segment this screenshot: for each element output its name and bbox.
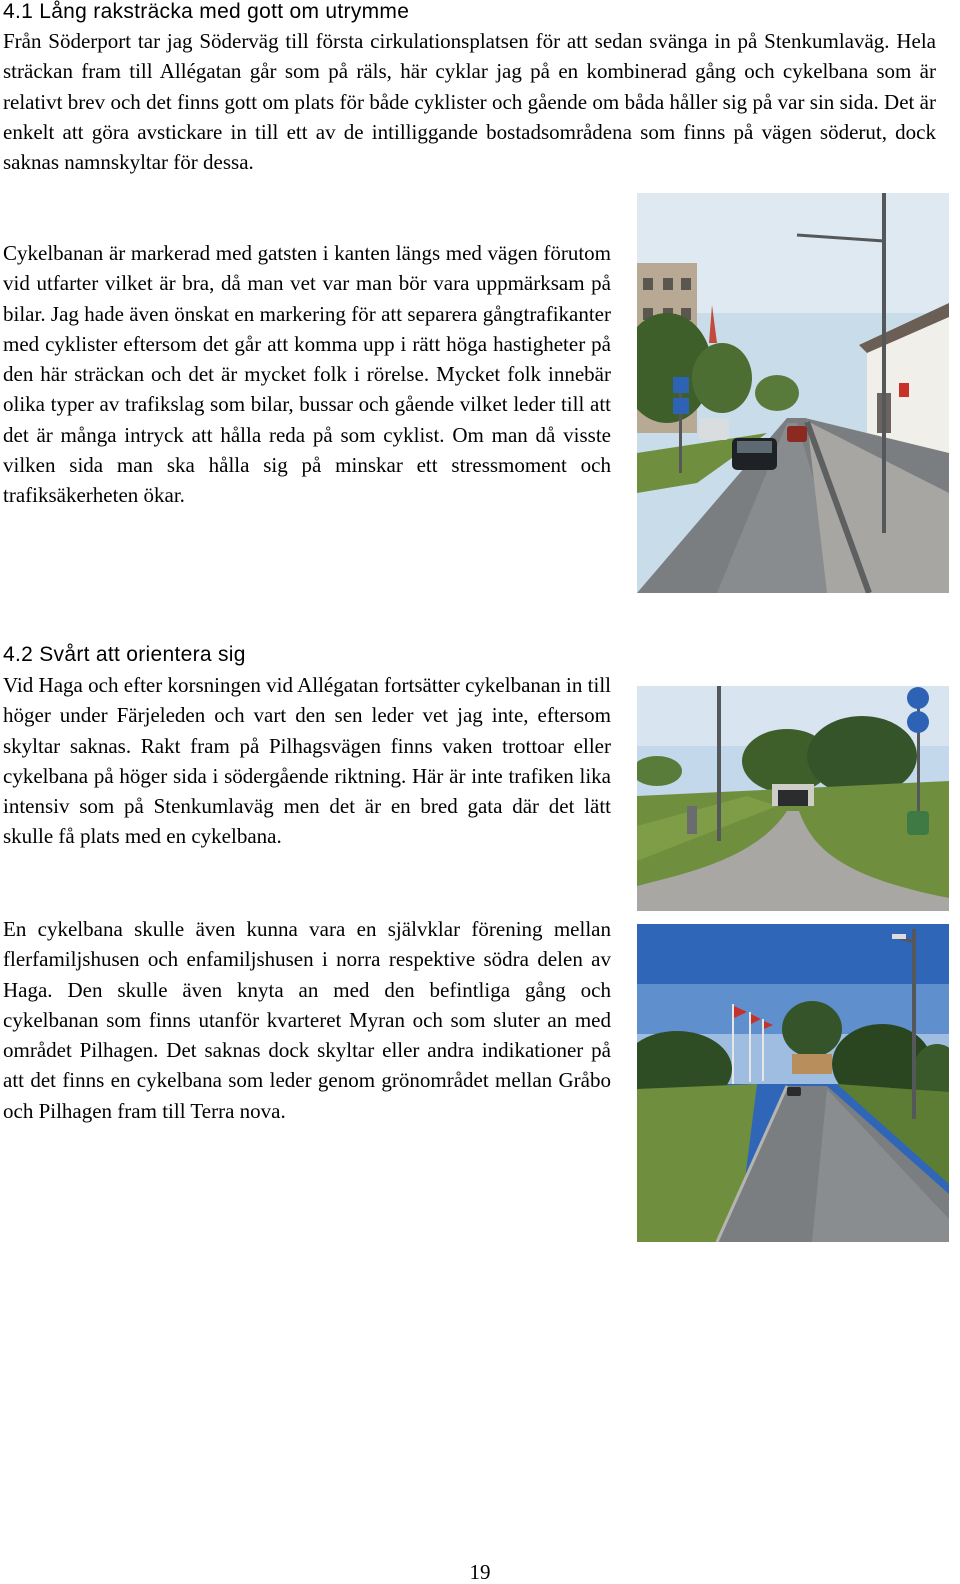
section-4-1-paragraph-2: Cykelbanan är markerad med gatsten i kanten längs med vägen förutom vid utfarter vilket är bra, då man vet var man bör vara uppmärksam på bilar. Jag hade även önskat en markering för att separera gångtrafikanter med cyklister eftersom det går att komma upp i rätt höga hastigheter på den här sträckan och det är mycket folk i rörelse. Mycket folk innebär olika typer av trafikslag som bilar, bussar och gående vilket leder till att det är många intryck att hålla reda på som cyklist. Om man då visste vilken sida man ska hålla sig på minskar ett stressmoment och trafiksäkerheten ökar. [3,241,611,508]
page-number: 19 [469,1560,491,1584]
section-4-1-paragraph-1: Från Söderport tar jag Söderväg till första cirkulationsplatsen för att sedan svänga in på Stenkumlaväg. Hela sträckan fram till Allégatan går som på räls, här cyklar jag på en kombinerad gång och cykelbana som är relativt brev och det finns gott om plats för både cyklister och gående om båda håller sig på var sin sida. Det är enkelt att göra avstickare in till ett av de intilliggande bostadsområdena som finns på vägen söderut, dock saknas namnskyltar för dessa. [3,29,936,175]
photo-cycle-path-underpass [637,686,949,911]
section-4-2-paragraph-1: Vid Haga och efter korsningen vid Allégatan fortsätter cykelbanan in till höger under Färjeleden och vart den sen leder vet jag inte, eftersom skyltar saknas. Rakt fram på Pilhagsvägen finns vaken trottoar eller cykelbana på höger sida i södergående riktning. Här är inte trafiken lika intensiv som på Stenkumlaväg men det är en bred gata där det lätt skulle få plats med en cykelbana. [3,673,611,849]
photo-pilhagsvagen-road [637,924,949,1242]
section-4-2-paragraph-2: En cykelbana skulle även kunna vara en självklar förening mellan flerfamiljshusen och enfamiljshusen i norra respektive södra delen av Haga. Den skulle även knyta an med den befintliga gång och cykelbanan som finns utanför kvarteret Myran och som sluter an med området Pilhagen. Det saknas dock skyltar eller andra indikationer på att det finns en cykelbana som leder genom grönområdet mellan Gråbo och Pilhagen fram till Terra nova. [3,917,611,1123]
section-heading-4-2: 4.2 Svårt att orientera sig [3,643,246,666]
section-heading-4-1: 4.1 Lång raksträcka med gott om utrymme [3,0,410,23]
photo-street-cycle-path [637,193,949,593]
